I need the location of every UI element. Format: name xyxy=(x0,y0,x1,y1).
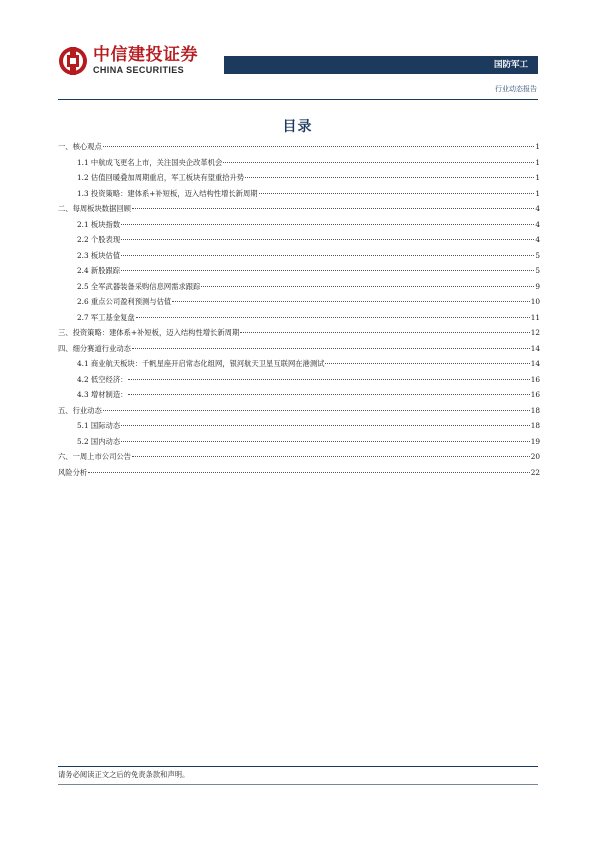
logo-chinese-name: 中信建投证券 xyxy=(93,45,198,65)
toc-page-number: 18 xyxy=(530,421,540,430)
toc-page-number: 4 xyxy=(535,219,540,229)
report-type: 行业动态报告 xyxy=(495,85,537,93)
toc-dot-leader xyxy=(128,394,529,395)
toc-dot-leader xyxy=(121,255,534,256)
toc-entry[interactable] xyxy=(58,325,540,341)
toc-page-number: 1 xyxy=(535,173,540,182)
header-divider xyxy=(58,99,538,100)
toc-dot-leader xyxy=(88,472,530,473)
toc-dot-leader xyxy=(121,239,534,240)
toc-entry[interactable] xyxy=(58,155,540,171)
toc-dot-leader xyxy=(325,363,529,364)
toc-entry-text: 5.1 国际动态 xyxy=(77,421,121,430)
toc-entry[interactable] xyxy=(58,294,540,310)
toc-entry[interactable] xyxy=(58,170,540,186)
toc-entry[interactable] xyxy=(58,465,540,481)
toc-entry[interactable] xyxy=(58,418,540,434)
toc-entry[interactable] xyxy=(58,403,540,419)
toc-entry[interactable] xyxy=(58,434,540,450)
toc-page-number: 12 xyxy=(530,328,540,337)
toc-entry[interactable] xyxy=(58,449,540,465)
toc-entry[interactable] xyxy=(58,139,540,155)
toc-dot-leader xyxy=(201,286,534,287)
sector-label: 国防军工 xyxy=(493,60,528,70)
toc-dot-leader xyxy=(121,425,530,426)
toc-dot-leader xyxy=(136,317,530,318)
toc-entry-text: 三、投资策略：建体系+补短板，迈入结构性增长新周期 xyxy=(58,328,240,337)
toc-dot-leader xyxy=(103,410,530,411)
toc-dot-leader xyxy=(240,332,529,333)
toc-entry[interactable] xyxy=(58,310,540,326)
footer-divider xyxy=(58,766,538,767)
toc-page-number: 4 xyxy=(535,204,540,213)
toc-page-number: 5 xyxy=(535,250,540,260)
toc-page-number: 5 xyxy=(535,266,540,275)
toc-entry-text: 二、每周板块数据回顾 xyxy=(58,204,131,213)
toc-entry-text: 5.2 国内动态 xyxy=(77,436,121,446)
toc-entry[interactable] xyxy=(58,372,540,388)
toc-dot-leader xyxy=(121,224,534,225)
toc-page-number: 19 xyxy=(530,436,540,446)
toc-entry[interactable] xyxy=(58,217,540,233)
toc-dot-leader xyxy=(223,162,534,163)
toc-page-number: 16 xyxy=(530,390,540,399)
toc-entry-text: 风险分析 xyxy=(58,467,88,477)
toc-entry-text: 2.7 军工基金复盘 xyxy=(77,312,135,322)
toc-dot-leader xyxy=(132,348,530,349)
toc-title: 目录 xyxy=(282,119,313,135)
toc-entry-text: 一、核心观点 xyxy=(58,142,102,151)
footer-disclaimer: 请务必阅读正文之后的免责条款和声明。 xyxy=(58,770,190,779)
toc-entry-text: 2.2 个股表现 xyxy=(77,235,121,244)
citic-logo-icon xyxy=(58,46,88,76)
toc-entry-text: 4.3 增材制造： xyxy=(77,390,128,399)
table-of-contents xyxy=(58,139,540,480)
toc-dot-leader xyxy=(103,146,535,147)
toc-entry-text: 4.2 低空经济： xyxy=(77,374,128,384)
toc-dot-leader xyxy=(121,441,530,442)
toc-page-number: 1 xyxy=(535,157,540,167)
toc-dot-leader xyxy=(259,193,535,194)
toc-entry[interactable] xyxy=(58,186,540,202)
toc-entry-text: 2.1 板块指数 xyxy=(77,219,121,229)
toc-entry[interactable] xyxy=(58,356,540,372)
toc-entry[interactable] xyxy=(58,201,540,217)
toc-page-number: 14 xyxy=(530,359,540,368)
toc-entry-text: 2.5 全军武器装备采购信息网需求跟踪 xyxy=(77,281,201,291)
footer-divider-bottom xyxy=(58,784,538,785)
toc-page-number: 18 xyxy=(530,405,540,415)
toc-dot-leader xyxy=(121,270,534,271)
toc-entry-text: 4.1 商业航天板块：千帆星座开启常态化组网，银河航天卫星互联网在港测试 xyxy=(77,359,325,368)
toc-entry-text: 2.6 重点公司盈利预测与估值 xyxy=(77,297,172,306)
toc-page-number: 11 xyxy=(530,312,540,322)
toc-page-number: 1 xyxy=(535,142,540,151)
toc-entry[interactable] xyxy=(58,279,540,295)
toc-page-number: 14 xyxy=(530,343,540,353)
toc-dot-leader xyxy=(128,379,529,380)
toc-entry-text: 四、细分赛道行业动态 xyxy=(58,343,131,353)
toc-entry-text: 1.1 中航成飞更名上市，关注国央企改革机会 xyxy=(77,157,223,167)
toc-entry[interactable] xyxy=(58,232,540,248)
toc-entry[interactable] xyxy=(58,387,540,403)
sector-banner xyxy=(224,56,538,74)
toc-page-number: 22 xyxy=(530,467,540,477)
toc-entry-text: 1.2 估值回暖叠加周期重启，军工板块有望重拾升势 xyxy=(77,173,245,182)
toc-page-number: 4 xyxy=(535,235,540,244)
toc-entry-text: 2.3 板块估值 xyxy=(77,250,121,260)
toc-page-number: 9 xyxy=(535,281,540,291)
company-logo xyxy=(58,45,198,77)
toc-dot-leader xyxy=(132,456,530,457)
toc-entry-text: 五、行业动态 xyxy=(58,405,102,415)
toc-entry-text: 六、一周上市公司公告 xyxy=(58,452,131,461)
toc-page-number: 1 xyxy=(535,188,540,198)
toc-entry-text: 2.4 新股跟踪 xyxy=(77,266,121,275)
logo-english-name: CHINA SECURITIES xyxy=(93,65,185,75)
toc-dot-leader xyxy=(132,208,534,209)
toc-entry[interactable] xyxy=(58,263,540,279)
toc-page-number: 10 xyxy=(530,297,540,306)
toc-page-number: 20 xyxy=(530,452,540,461)
toc-entry-text: 1.3 投资策略：建体系+补短板，迈入结构性增长新周期 xyxy=(77,188,258,198)
toc-entry[interactable] xyxy=(58,248,540,264)
toc-entry[interactable] xyxy=(58,341,540,357)
toc-dot-leader xyxy=(245,177,534,178)
toc-dot-leader xyxy=(172,301,530,302)
toc-page-number: 16 xyxy=(530,374,540,384)
